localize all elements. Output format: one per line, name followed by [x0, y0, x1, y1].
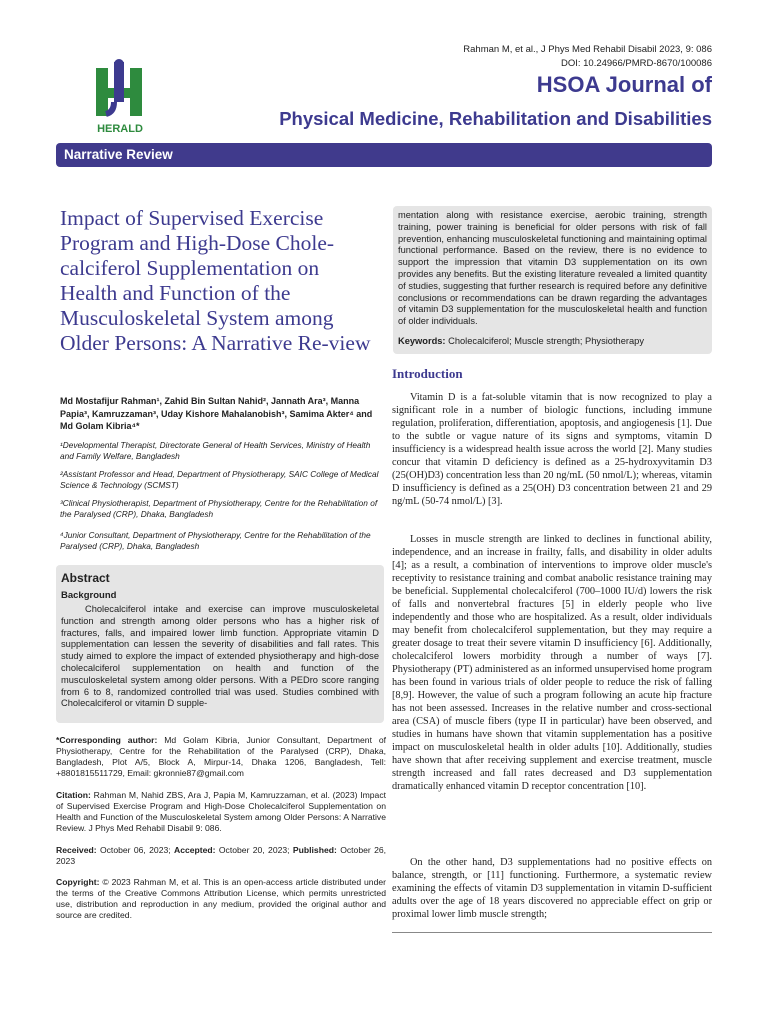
abstract-text: Cholecalciferol intake and exercise can improve musculoskeletal function and strength among older persons who has a higher risk of fractures, falls, and impaired lower limb function. Appropriate vitamin D supplementation can lessen the severity of disabilities and fall rates. This study aimed to explore the impact of extended physiotherapy and high-dose cholecalciferol supplementation on health and function of the musculoskeletal system among older persons. With a PEDro score ranging from 6 to 8, randomized controlled trial was used. Studies combined with Cholecalciferol or vitamin D supple-: [61, 604, 379, 709]
abstract-subheading: Background: [61, 590, 117, 601]
corresponding-author: [56, 735, 386, 779]
keywords: [398, 336, 644, 346]
doi-line: DOI: 10.24966/PMRD-8670/100086: [560, 58, 712, 69]
article-type-label: Narrative Review: [64, 147, 173, 162]
abstract-continued-panel: [393, 206, 712, 354]
copyright-text: © 2023 Rahman M, et al. This is an open-access article distributed under the terms of the Creative Commons Attribution License, which permits unrestricted use, distribution and reproduction in any medium, provided the original author and source are credited.: [56, 877, 387, 920]
introduction-heading: Introduction: [392, 366, 463, 381]
intro-paragraph-2: Losses in muscle strength are linked to declines in functional ability, independence, and an increase in frailty, falls, and disability in older adults [4]; as a result, a combination of interventions to improve older muscle's receptivity to resistance training and combat anabolic resistance training may be beneficial. Supplemental cholecalciferol (700–1000 IU/d) lowers the risk of falls and nonvertebral fractures [5] in elderly people who live independently and those who are hospitalized. As a result, older individuals may benefit from cholecalciferol supplementation, but they may require a greater dosage to treat their severe vitamin D insufficiency [6]. Additionally, cholecalciferol lowers morbidity through a number of ways [7]. Physiotherapy (PT) administered as an informed unsupervised home program has been found in various trials of older people to reduce the risk of falling [8,9]. However, the value of such a program following an acute hip fracture has not been assessed. Increases in the relative number and cross-sectional area (CSA) of muscle fibers (type II in particular) have been observed, and studies in humans have shown that vitamin supplementation has a positive impact on musculoskeletal health in older adults [10]. Additionally, studies have shown that after receiving supplement and exercise treatment, muscle strength increased and fall rates decreased and D3 supplementation dramatically enhanced vitamin D receptor concentration [10].: [392, 534, 712, 792]
article-title: Impact of Supervised Exercise Program and High-Dose Chole-calciferol Supplementation on Health and Function of the Musculoskeletal System among Older Persons: A Narrative Re-view: [60, 206, 371, 355]
abstract-heading: Abstract: [61, 571, 110, 585]
published-label: Published:: [292, 845, 337, 855]
intro-paragraph-1: Vitamin D is a fat-soluble vitamin that is now recognized to play a significant role in a number of biologic functions, including immune regulation, proliferation, differentiation, apoptosis, and angiogenesis [1]. Due to the subtle or vague nature of its signs and symptoms, vitamin D insufficiency is a widespread health issue across the world [2]. Many studies concur that vitamin D deficiency is defined as a 25-hydroxyvitamin D3 (25(OH)D3) concentration less than 20 ng/mL (50 nmol/L); whereas, vitamin D insufficiency is defined as a 25(OH) D3 concentration between 21 and 29 ng/mL (50-74 nmol/L) [3].: [392, 392, 712, 507]
dates-block: [56, 845, 386, 867]
keywords-text: Cholecalciferol; Muscle strength; Physiotherapy: [448, 336, 644, 346]
received-date: October 06, 2023;: [99, 845, 171, 855]
column-bottom-rule: [392, 932, 712, 933]
author-list: Md Mostafijur Rahman¹, Zahid Bin Sultan Nahid², Jannath Ara³, Manna Papia³, Kamruzzaman³, Uday Kishore Mahalanobish³, Samima Akter⁴ and Md Golam Kibria⁴*: [60, 396, 373, 431]
corresponding-text: Md Golam Kibria, Junior Consultant, Department of Physiotherapy, Centre for the Rehabilitation of the Paralysed (CRP), Dhaka, Bangladesh, Plot A/5, Block A, Mirpur-14, Dhaka 1206, Bangladesh, Tell: +8801815511729, Email: gkronnie87@gmail.com: [56, 735, 386, 778]
citation-label: Citation:: [56, 790, 91, 800]
affiliation-1: ¹Developmental Therapist, Directorate General of Health Services, Ministry of Health and Family Welfare, Bangladesh: [60, 440, 371, 461]
copyright-block: [56, 877, 386, 921]
received-label: Received:: [56, 845, 97, 855]
intro-paragraph-3: On the other hand, D3 supplementations had no positive effects on balance, strength, or [11] functioning. Furthermore, a systematic review examining the effects of vitamin D3 supplementation in vitamin D-sufficient adults over the age of 18 years discovered no appreciable effect on grip or proximal lower limb muscle strength;: [392, 857, 712, 920]
citation-text: Rahman M, Nahid ZBS, Ara J, Papia M, Kamruzzaman, et al. (2023) Impact of Supervised Exercise Program and High-Dose Cholecalciferol Supplementation on Health and Function of the Musculoskeletal System among Older Persons: A Narrative Review. J Phys Med Rehabil Disabil 9: 086.: [56, 790, 387, 833]
herald-logo: [88, 58, 152, 136]
abstract-panel: [56, 565, 384, 723]
citation-line: Rahman M, et al., J Phys Med Rehabil Disabil 2023, 9: 086: [463, 44, 712, 55]
affiliation-2: ²Assistant Professor and Head, Department of Physiotherapy, SAIC College of Medical Science & Technology (SCMST): [60, 469, 379, 490]
published-date: October 26, 2023: [56, 845, 387, 866]
corresponding-label: *Corresponding author:: [56, 735, 158, 745]
affiliation-4: ⁴Junior Consultant, Department of Physiotherapy, Centre for the Rehabilitation of the Paralysed (CRP), Dhaka, Bangladesh: [60, 530, 371, 551]
journal-name: HSOA Journal of: [536, 72, 712, 97]
accepted-date: October 20, 2023;: [218, 845, 290, 855]
citation-block: [56, 790, 386, 834]
copyright-label: Copyright:: [56, 877, 100, 887]
abstract-continued-text: mentation along with resistance exercise, aerobic training, strength training, power training is beneficial for older persons with risk of fall prevention, enhancing musculoskeletal functioning and maintaining optimal functional performance. Based on the review, there is no evidence to support the impression that vitamin D3 supplementation on its own provides any benefits. But the existing literature revealed a limited quantity of studies, suggesting that further research is required before any definitive conclusions or recommendations can be drawn regarding the advantages of vitamin D3 supplementation for the musculoskeletal health and function of older individuals.: [398, 210, 707, 327]
logo-wordmark: HERALD: [97, 123, 143, 135]
affiliation-3: ³Clinical Physiotherapist, Department of Physiotherapy, Centre for the Rehabilitation of the Paralysed (CRP), Dhaka, Bangladesh: [60, 498, 378, 519]
accepted-label: Accepted:: [173, 845, 216, 855]
keywords-label: Keywords:: [398, 336, 446, 346]
journal-subtitle: Physical Medicine, Rehabilitation and Disabilities: [279, 108, 712, 129]
article-type-banner: [56, 143, 712, 167]
